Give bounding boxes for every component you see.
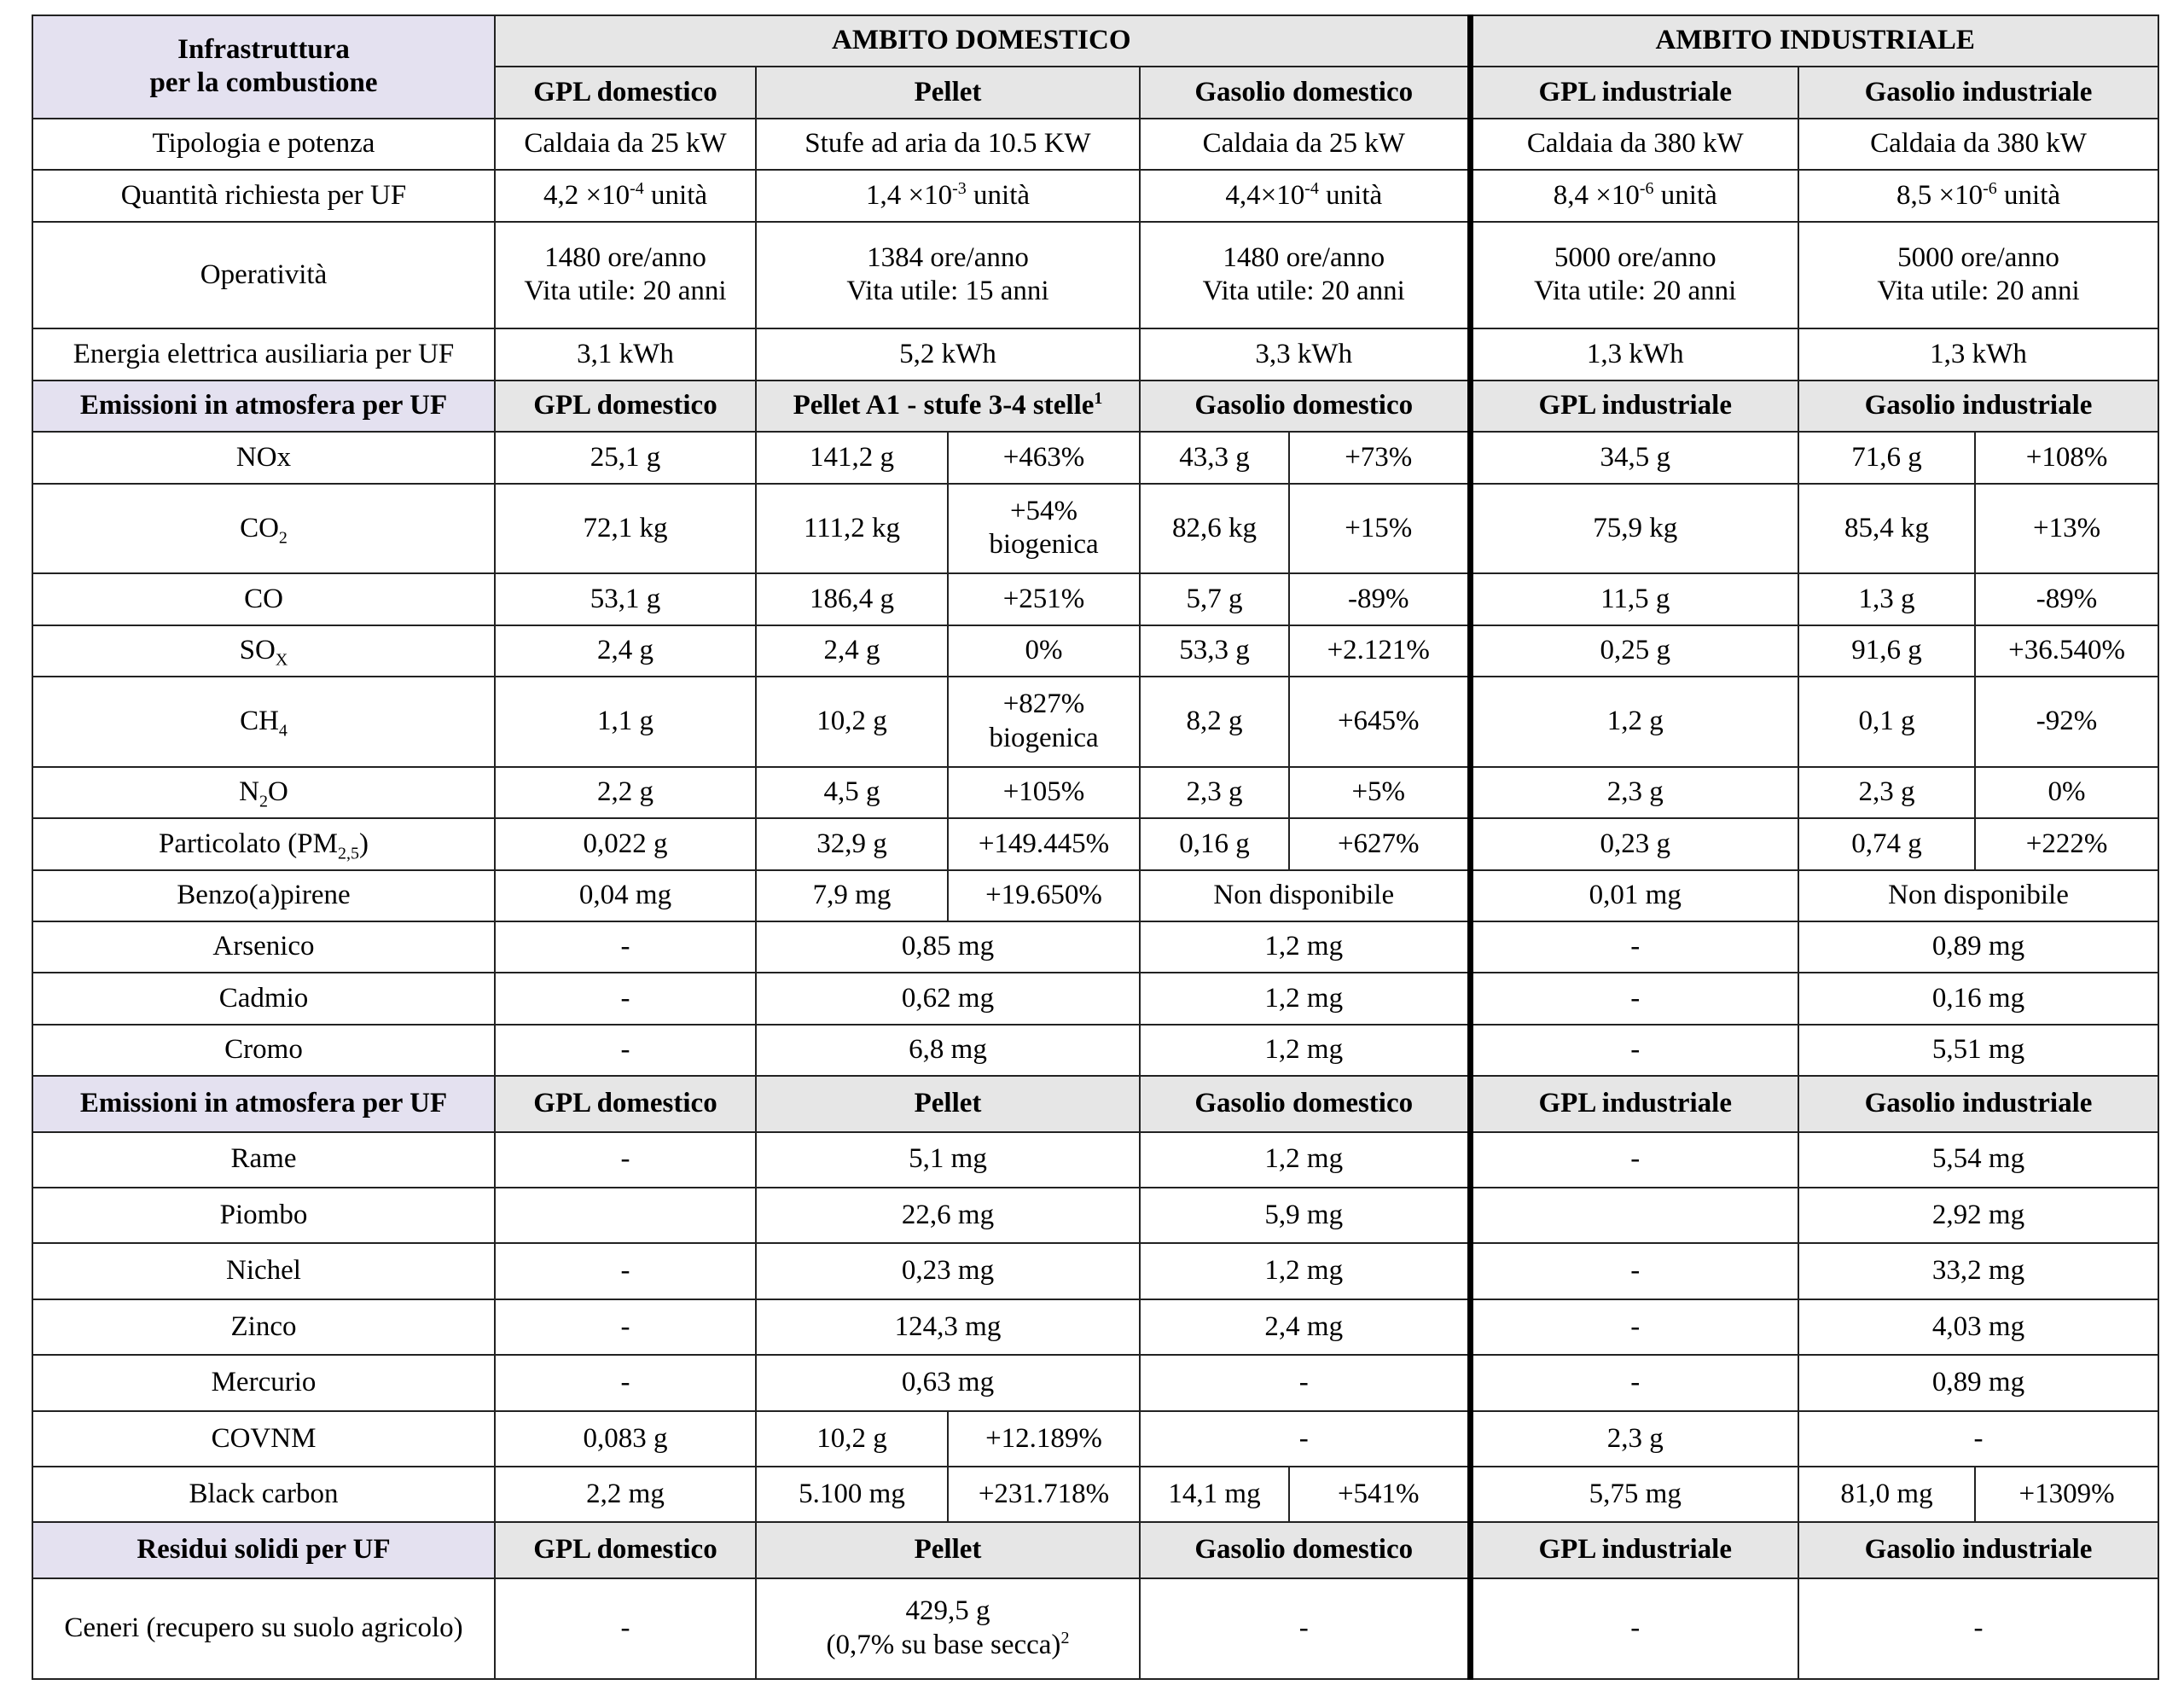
cell: 1,2 mg: [1140, 1025, 1470, 1076]
cell: +827% biogenica: [948, 677, 1140, 767]
row-label: Particolato $(PM_{2,5})$: [32, 818, 495, 869]
cell: 0%: [1975, 767, 2158, 818]
table-row: [32, 818, 2158, 869]
cell: 4,03 mg: [1798, 1299, 2158, 1355]
col-header: Gasolio domestico: [1140, 1076, 1470, 1131]
cell: Caldaia da 380 kW: [1798, 119, 2158, 170]
table-row: [32, 1243, 2158, 1299]
cell: 14,1 mg: [1140, 1467, 1289, 1522]
cell: -: [495, 1243, 756, 1299]
cell: +1309%: [1975, 1467, 2158, 1522]
industrial-header: AMBITO INDUSTRIALE: [1470, 15, 2158, 67]
cell: 0,1 g: [1798, 677, 1975, 767]
cell: Caldaia da 25 kW: [495, 119, 756, 170]
cell: 5,1 mg: [756, 1132, 1140, 1188]
cell: 141,2 g: [756, 432, 948, 483]
cell: 2,4 mg: [1140, 1299, 1470, 1355]
cell: +105%: [948, 767, 1140, 818]
cell: 0,25 g: [1470, 625, 1798, 677]
table-row: [32, 1355, 2158, 1410]
cell: -: [1470, 1578, 1798, 1679]
cell: 0,04 mg: [495, 870, 756, 921]
cell: 5,51 mg: [1798, 1025, 2158, 1076]
cell: 1480 ore/anno Vita utile: 20 anni: [495, 222, 756, 329]
cell: 0,89 mg: [1798, 1355, 2158, 1410]
cell: 5,2 kWh: [756, 328, 1140, 380]
cell: +645%: [1289, 677, 1470, 767]
cell: 85,4 kg: [1798, 484, 1975, 574]
col-header: Pellet A1 - stufe 3-4 stelle$^1$: [756, 381, 1140, 432]
cell: -: [1470, 1025, 1798, 1076]
row-label: Mercurio: [32, 1355, 495, 1410]
cell: +5%: [1289, 767, 1470, 818]
cell: 2,3 g: [1140, 767, 1289, 818]
row-label: Energia elettrica ausiliaria per UF: [32, 328, 495, 380]
table-row: [32, 573, 2158, 625]
cell: 0,63 mg: [756, 1355, 1140, 1410]
cell: -: [1470, 1132, 1798, 1188]
cell: -: [1140, 1355, 1470, 1410]
cell: -89%: [1289, 573, 1470, 625]
col-header: Gasolio industriale: [1798, 67, 2158, 118]
cell: $1,4 \times 10^{-3}$ unità: [756, 170, 1140, 221]
cell: 5.100 mg: [756, 1467, 948, 1522]
cell: 0,022 g: [495, 818, 756, 869]
cell: 1,1 g: [495, 677, 756, 767]
table-row: [32, 1467, 2158, 1522]
cell: -: [495, 1132, 756, 1188]
table-row: [32, 432, 2158, 483]
cell: 75,9 kg: [1470, 484, 1798, 574]
cell: 43,3 g: [1140, 432, 1289, 483]
cell: +627%: [1289, 818, 1470, 869]
cell: 1,2 g: [1470, 677, 1798, 767]
cell: 4,5 g: [756, 767, 948, 818]
col-header: GPL industriale: [1470, 1522, 1798, 1578]
cell: 2,2 g: [495, 767, 756, 818]
cell: 8,2 g: [1140, 677, 1289, 767]
cell: 1480 ore/anno Vita utile: 20 anni: [1140, 222, 1470, 329]
cell: $8,5 \times 10^{-6}$ unità: [1798, 170, 2158, 221]
cell: 2,4 g: [495, 625, 756, 677]
cell: 3,3 kWh: [1140, 328, 1470, 380]
cell: 1,2 mg: [1140, 973, 1470, 1024]
cell: 6,8 mg: [756, 1025, 1140, 1076]
cell: +463%: [948, 432, 1140, 483]
cell: 0,083 g: [495, 1411, 756, 1467]
cell: 0%: [948, 625, 1140, 677]
table-row: [32, 1578, 2158, 1679]
row-label: CO: [32, 573, 495, 625]
cell: 186,4 g: [756, 573, 948, 625]
cell: 72,1 kg: [495, 484, 756, 574]
table-row: [32, 921, 2158, 973]
col-header: Gasolio industriale: [1798, 1076, 2158, 1131]
col-header: Pellet: [756, 67, 1140, 118]
cell: Non disponibile: [1140, 870, 1470, 921]
cell: 2,4 g: [756, 625, 948, 677]
table-row: [32, 1025, 2158, 1076]
cell: -: [1140, 1411, 1470, 1467]
cell: 1,2 mg: [1140, 1132, 1470, 1188]
cell: 2,3 g: [1470, 1411, 1798, 1467]
cell: $4,4\times 10^{-4}$ unità: [1140, 170, 1470, 221]
cell: $4,2 \times 10^{-4}$ unità: [495, 170, 756, 221]
cell: +149.445%: [948, 818, 1140, 869]
cell: +2.121%: [1289, 625, 1470, 677]
col-header: GPL domestico: [495, 1076, 756, 1131]
cell: 10,2 g: [756, 677, 948, 767]
col-header: Gasolio industriale: [1798, 381, 2158, 432]
cell: +54% biogenica: [948, 484, 1140, 574]
row-label: Arsenico: [32, 921, 495, 973]
cell: 5,75 mg: [1470, 1467, 1798, 1522]
table-row: [32, 677, 2158, 767]
cell: 71,6 g: [1798, 432, 1975, 483]
row-label: Quantità richiesta per UF: [32, 170, 495, 221]
cell: 1,2 mg: [1140, 921, 1470, 973]
table-row: [32, 222, 2158, 329]
cell: -: [495, 1578, 756, 1679]
cell: 5000 ore/anno Vita utile: 20 anni: [1470, 222, 1798, 329]
cell: 11,5 g: [1470, 573, 1798, 625]
cell: +222%: [1975, 818, 2158, 869]
col-header: Pellet: [756, 1522, 1140, 1578]
cell: 0,89 mg: [1798, 921, 2158, 973]
row-label: Benzo(a)pirene: [32, 870, 495, 921]
section-header: Emissioni in atmosfera per UF: [32, 1076, 495, 1131]
cell: 33,2 mg: [1798, 1243, 2158, 1299]
cell: +251%: [948, 573, 1140, 625]
cell: Non disponibile: [1798, 870, 2158, 921]
cell: 5000 ore/anno Vita utile: 20 anni: [1798, 222, 2158, 329]
row-label: Piombo: [32, 1188, 495, 1243]
row-label: Cromo: [32, 1025, 495, 1076]
cell: +15%: [1289, 484, 1470, 574]
cell: 2,3 g: [1798, 767, 1975, 818]
cell: -: [495, 1299, 756, 1355]
cell: 91,6 g: [1798, 625, 1975, 677]
table-row: [32, 767, 2158, 818]
cell: 1384 ore/anno Vita utile: 15 anni: [756, 222, 1140, 329]
col-header: GPL domestico: [495, 67, 756, 118]
cell: +36.540%: [1975, 625, 2158, 677]
corner-header: Infrastruttura per la combustione: [32, 15, 495, 119]
cell: -: [495, 1355, 756, 1410]
cell: 1,2 mg: [1140, 1243, 1470, 1299]
table-row: [32, 119, 2158, 170]
cell: -: [1470, 1243, 1798, 1299]
table-row: [32, 170, 2158, 221]
col-header: GPL domestico: [495, 381, 756, 432]
cell: 0,16 g: [1140, 818, 1289, 869]
cell: +12.189%: [948, 1411, 1140, 1467]
table-row: [32, 973, 2158, 1024]
col-header: Gasolio domestico: [1140, 67, 1470, 118]
col-header: GPL industriale: [1470, 381, 1798, 432]
cell: 2,3 g: [1470, 767, 1798, 818]
cell: 3,1 kWh: [495, 328, 756, 380]
cell: -: [1798, 1578, 2158, 1679]
table-row: [32, 328, 2158, 380]
col-header: Gasolio domestico: [1140, 381, 1470, 432]
cell: 1,3 g: [1798, 573, 1975, 625]
cell: 429,5 g (0,7% su base secca)$^2$: [756, 1578, 1140, 1679]
col-header: Gasolio domestico: [1140, 1522, 1470, 1578]
row-label: $N_2O$: [32, 767, 495, 818]
cell: 1,3 kWh: [1470, 328, 1798, 380]
table-row: [32, 1411, 2158, 1467]
cell: 34,5 g: [1470, 432, 1798, 483]
row-label: COVNM: [32, 1411, 495, 1467]
cell: -: [495, 973, 756, 1024]
cell: -: [1470, 1299, 1798, 1355]
cell: +13%: [1975, 484, 2158, 574]
section-header: Emissioni in atmosfera per UF: [32, 381, 495, 432]
cell: Stufe ad aria da 10.5 KW: [756, 119, 1140, 170]
cell: 111,2 kg: [756, 484, 948, 574]
table-row: [32, 870, 2158, 921]
row-label: Rame: [32, 1132, 495, 1188]
table-row: [32, 1132, 2158, 1188]
cell: -: [1470, 921, 1798, 973]
cell: -: [495, 921, 756, 973]
cell: [495, 1188, 756, 1243]
cell: -: [1140, 1578, 1470, 1679]
col-header: GPL industriale: [1470, 1076, 1798, 1131]
cell: 2,2 mg: [495, 1467, 756, 1522]
cell: -: [1798, 1411, 2158, 1467]
cell: 0,01 mg: [1470, 870, 1798, 921]
cell: 32,9 g: [756, 818, 948, 869]
row-label: Cadmio: [32, 973, 495, 1024]
col-header: GPL industriale: [1470, 67, 1798, 118]
cell: 7,9 mg: [756, 870, 948, 921]
cell: 10,2 g: [756, 1411, 948, 1467]
cell: 1,3 kWh: [1798, 328, 2158, 380]
cell: +108%: [1975, 432, 2158, 483]
cell: 82,6 kg: [1140, 484, 1289, 574]
cell: 0,23 mg: [756, 1243, 1140, 1299]
cell: 0,85 mg: [756, 921, 1140, 973]
cell: 5,54 mg: [1798, 1132, 2158, 1188]
cell: 22,6 mg: [756, 1188, 1140, 1243]
cell: -89%: [1975, 573, 2158, 625]
row-label: $SO_X$: [32, 625, 495, 677]
cell: 5,9 mg: [1140, 1188, 1470, 1243]
table-row: [32, 1188, 2158, 1243]
cell: +541%: [1289, 1467, 1470, 1522]
section-header: Residui solidi per UF: [32, 1522, 495, 1578]
cell: Caldaia da 25 kW: [1140, 119, 1470, 170]
combustion-emissions-table: [32, 15, 2159, 1680]
row-label: Ceneri (recupero su suolo agricolo): [32, 1578, 495, 1679]
cell: $8,4 \times 10^{-6}$ unità: [1470, 170, 1798, 221]
cell: +231.718%: [948, 1467, 1140, 1522]
cell: 25,1 g: [495, 432, 756, 483]
cell: [1470, 1188, 1798, 1243]
cell: 124,3 mg: [756, 1299, 1140, 1355]
cell: 53,3 g: [1140, 625, 1289, 677]
col-header: GPL domestico: [495, 1522, 756, 1578]
cell: -: [1470, 973, 1798, 1024]
table-row: [32, 1299, 2158, 1355]
row-label: $CO_2$: [32, 484, 495, 574]
cell: -92%: [1975, 677, 2158, 767]
row-label: Nichel: [32, 1243, 495, 1299]
cell: +19.650%: [948, 870, 1140, 921]
cell: +73%: [1289, 432, 1470, 483]
domestic-header: AMBITO DOMESTICO: [495, 15, 1470, 67]
table-row: [32, 484, 2158, 574]
cell: -: [495, 1025, 756, 1076]
cell: 2,92 mg: [1798, 1188, 2158, 1243]
table-row: [32, 625, 2158, 677]
row-label: Zinco: [32, 1299, 495, 1355]
cell: 81,0 mg: [1798, 1467, 1975, 1522]
cell: 0,62 mg: [756, 973, 1140, 1024]
row-label: $CH_4$: [32, 677, 495, 767]
cell: -: [1470, 1355, 1798, 1410]
col-header: Pellet: [756, 1076, 1140, 1131]
cell: 5,7 g: [1140, 573, 1289, 625]
cell: 0,74 g: [1798, 818, 1975, 869]
row-label: Tipologia e potenza: [32, 119, 495, 170]
row-label: NOx: [32, 432, 495, 483]
cell: 0,16 mg: [1798, 973, 2158, 1024]
row-label: Operatività: [32, 222, 495, 329]
row-label: Black carbon: [32, 1467, 495, 1522]
cell: 53,1 g: [495, 573, 756, 625]
cell: Caldaia da 380 kW: [1470, 119, 1798, 170]
col-header: Gasolio industriale: [1798, 1522, 2158, 1578]
cell: 0,23 g: [1470, 818, 1798, 869]
